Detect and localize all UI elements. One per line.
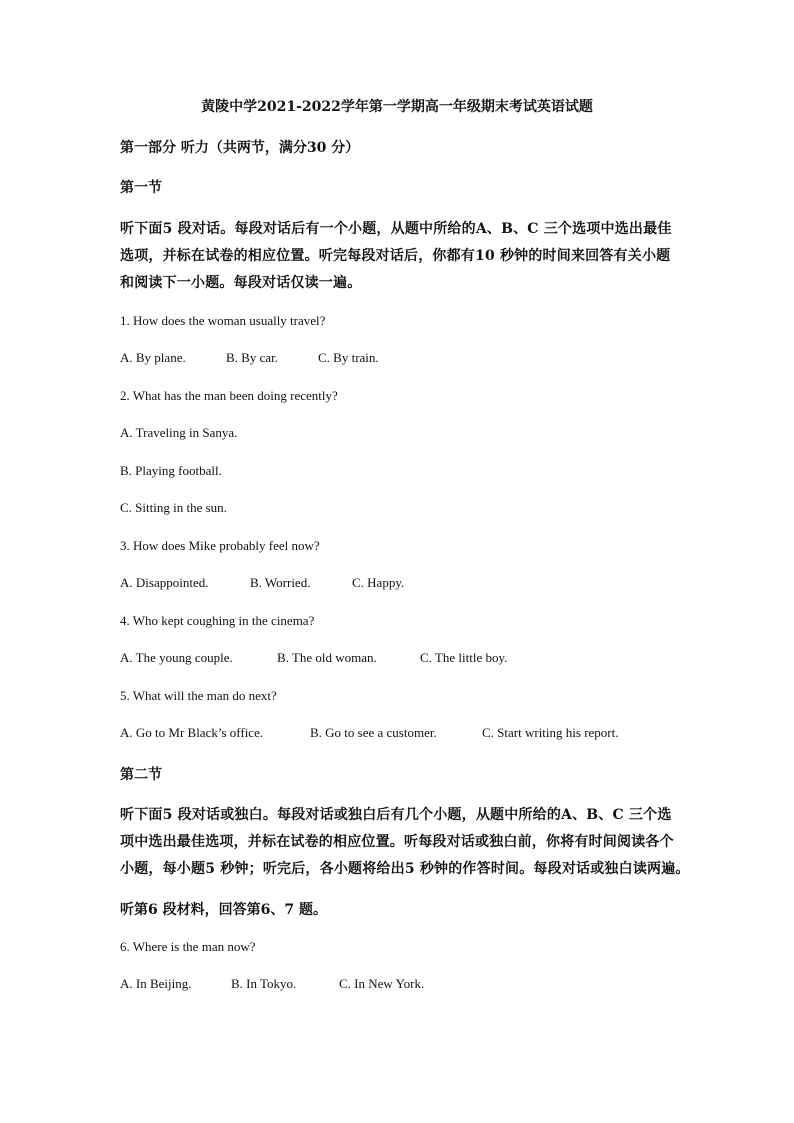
question-1-stem: 1. How does the woman usually travel? [120,313,326,328]
option-a: A. The young couple. [120,650,233,665]
option-b: B. In Tokyo. [231,976,297,991]
option-c: C. Happy. [352,575,405,590]
part1-heading: 第一部分 听力（共两节，满分30 分） [120,140,360,156]
question-2-option-a: A. Traveling in Sanya. [120,425,238,440]
option-a: A. In Beijing. [120,976,192,991]
question-5-stem: 5. What will the man do next? [120,688,277,703]
question-3-stem: 3. How does Mike probably feel now? [120,538,320,553]
question-2-option-b: B. Playing football. [120,463,222,478]
option-c: C. The little boy. [420,650,508,665]
material-6-heading: 听第6 段材料，回答第6、7 题。 [120,902,327,918]
section1-instructions-line1: 听下面5 段对话。每段对话后有一个小题，从题中所给的A、B、C 三个选项中选出最佳 [120,221,672,237]
section1-instructions-line2: 选项，并标在试卷的相应位置。听完每段对话后，你都有10 秒钟的时间来回答有关小题 [120,248,671,264]
question-4-options [120,650,676,666]
question-6-stem: 6. Where is the man now? [120,939,256,954]
section1-instructions-line3: 和阅读下一小题。每段对话仅读一遍。 [120,275,362,291]
question-2-option-c: C. Sitting in the sun. [120,500,227,515]
option-b: B. Go to see a customer. [310,725,437,740]
option-b: B. Worried. [250,575,311,590]
section2-instructions-line1: 听下面5 段对话或独白。每段对话或独白后有几个小题，从题中所给的A、B、C 三个选 [120,807,672,823]
option-a: A. By plane. [120,350,186,365]
question-1-options [120,350,676,366]
question-5-options [120,725,676,741]
question-2-stem: 2. What has the man been doing recently? [120,388,338,403]
section2-instructions-line2: 项中选出最佳选项，并标在试卷的相应位置。听每段对话或独白前，你将有时间阅读各个 [120,834,674,850]
question-3-options [120,575,676,591]
option-b: B. The old woman. [277,650,377,665]
option-a: A. Go to Mr Black’s office. [120,725,264,740]
question-4-stem: 4. Who kept coughing in the cinema? [120,613,315,628]
section2-instructions-line3: 小题，每小题5 秒钟；听完后，各小题将给出5 秒钟的作答时间。每段对话或独白读两遍。 [120,861,690,877]
option-c: C. Start writing his report. [482,725,619,740]
option-c: C. By train. [318,350,379,365]
section2-heading: 第二节 [120,767,162,783]
exam-title: 黄陵中学2021-2022学年第一学期高一年级期末考试英语试题 [201,99,593,115]
option-c: C. In New York. [339,976,425,991]
question-6-options [120,976,676,992]
option-a: A. Disappointed. [120,575,209,590]
section1-heading: 第一节 [120,180,162,196]
option-b: B. By car. [226,350,278,365]
